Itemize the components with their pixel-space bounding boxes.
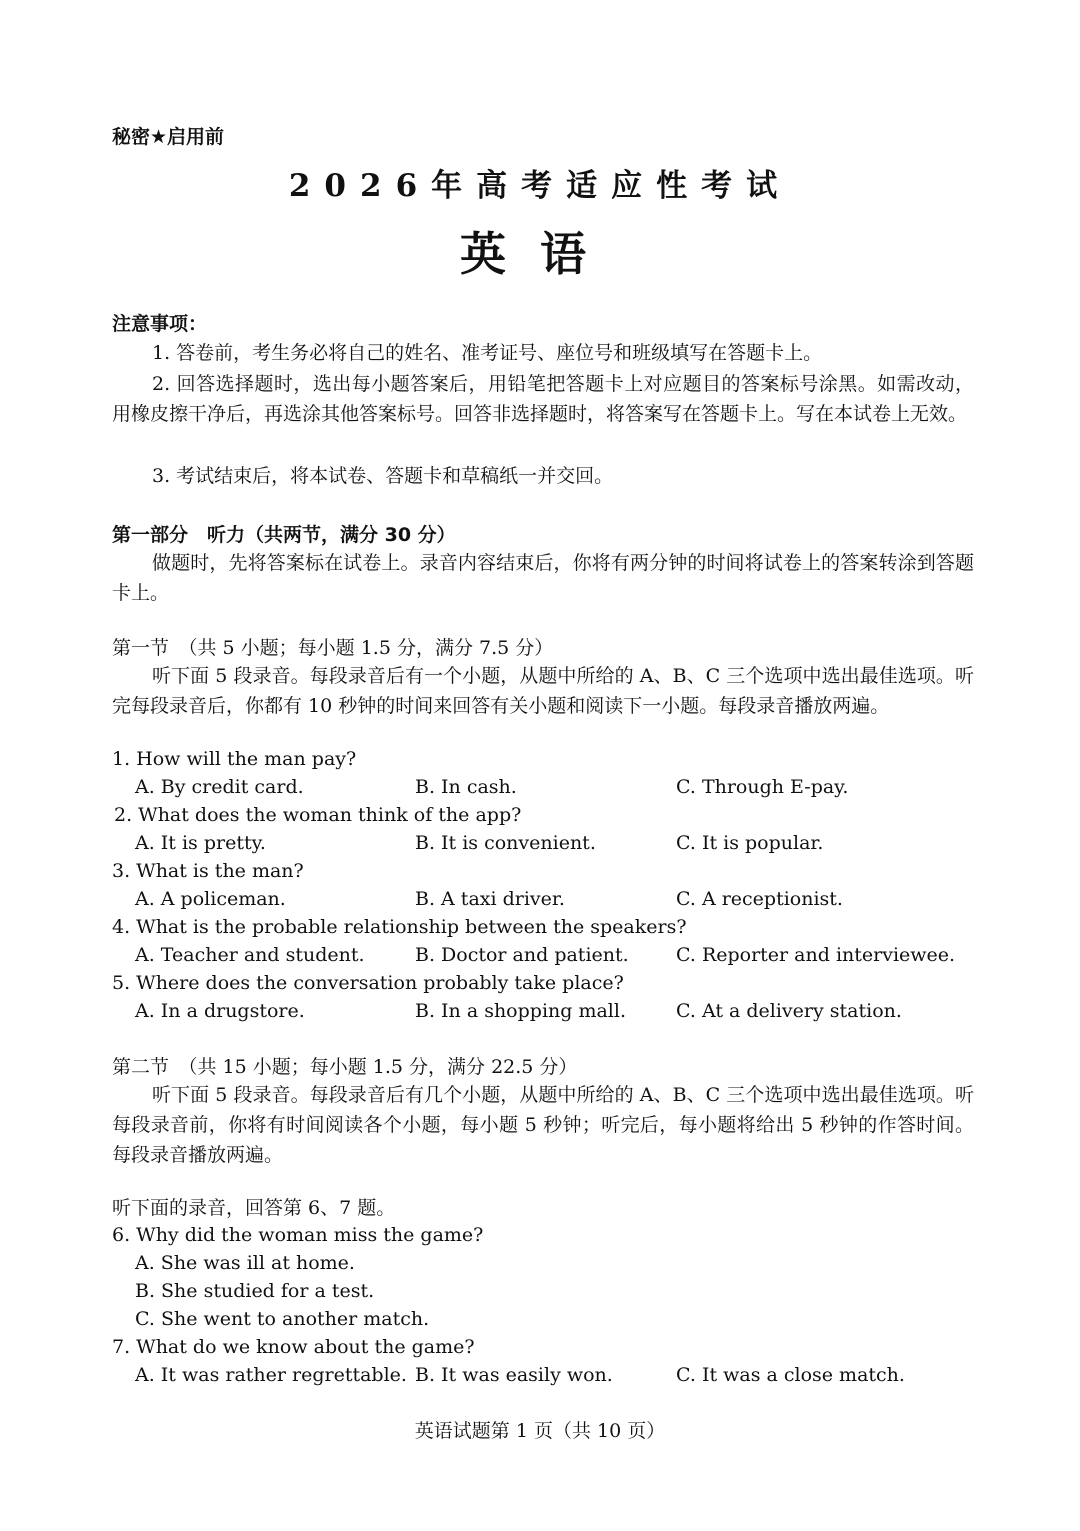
question-1: 1. How will the man pay? [112,748,357,770]
question-3: 3. What is the man? [112,860,304,882]
q6-option-c: C. She went to another match. [135,1308,430,1330]
q4-option-b: B. Doctor and patient. [415,944,629,966]
q7-option-a: A. It was rather regrettable. [135,1364,407,1386]
question-6: 6. Why did the woman miss the game? [112,1224,484,1246]
subject-title: 英语 [460,227,620,281]
question-5: 5. Where does the conversation probably take place? [112,972,624,994]
q6-option-b: B. She studied for a test. [135,1280,375,1302]
q1-option-b: B. In cash. [415,776,517,798]
q5-option-a: A. In a drugstore. [135,1000,305,1022]
notice-item-1: 1. 答卷前，考生务必将自己的姓名、准考证号、座位号和班级填写在答题卡上。 [152,342,823,364]
q5-option-c: C. At a delivery station. [676,1000,902,1022]
confidential-label: 秘密★启用前 [112,126,225,148]
q1-option-c: C. Through E-pay. [676,776,849,798]
q2-option-a: A. It is pretty. [135,832,266,854]
q6-option-a: A. She was ill at home. [135,1252,355,1274]
q2-option-b: B. It is convenient. [415,832,596,854]
notice-item-3: 3. 考试结束后，将本试卷、答题卡和草稿纸一并交回。 [152,465,614,487]
q5-option-b: B. In a shopping mall. [415,1000,626,1022]
q2-option-c: C. It is popular. [676,832,824,854]
section2-heading: 第二节 （共 15 小题；每小题 1.5 分，满分 22.5 分） [112,1056,578,1078]
q3-option-a: A. A policeman. [135,888,286,910]
section1-instruction: 听下面 5 段录音。每段录音后有一个小题，从题中所给的 A、B、C 三个选项中选出最佳选项。听完每段录音后，你都有 10 秒钟的时间来回答有关小题和阅读下一小题。每段录音播放两遍。 [112,665,974,717]
question-7: 7. What do we know about the game? [112,1336,475,1358]
section1-heading: 第一节 （共 5 小题；每小题 1.5 分，满分 7.5 分） [112,637,554,659]
exam-title: 2026年高考适应性考试 [288,168,792,204]
q1-option-a: A. By credit card. [135,776,304,798]
notice-heading: 注意事项： [112,313,208,335]
part1-heading: 第一部分 听力（共两节，满分 30 分） [112,524,456,546]
part1-instruction: 做题时，先将答案标在试卷上。录音内容结束后，你将有两分钟的时间将试卷上的答案转涂到答题卡上。 [112,552,974,604]
page-footer: 英语试题第 1 页（共 10 页） [414,1420,666,1442]
q7-option-b: B. It was easily won. [415,1364,613,1386]
q3-option-b: B. A taxi driver. [415,888,565,910]
question-2: 2. What does the woman think of the app? [114,804,522,826]
q4-option-c: C. Reporter and interviewee. [676,944,956,966]
q4-option-a: A. Teacher and student. [135,944,365,966]
q3-option-c: C. A receptionist. [676,888,843,910]
q7-option-c: C. It was a close match. [676,1364,905,1386]
notice-item-2: 2. 回答选择题时，选出每小题答案后，用铅笔把答题卡上对应题目的答案标号涂黑。如需改动，用橡皮擦干净后，再选涂其他答案标号。回答非选择题时，将答案写在答题卡上。写在本试卷上无效。 [112,373,974,425]
group-label-6-7: 听下面的录音，回答第 6、7 题。 [112,1197,396,1219]
section2-instruction: 听下面 5 段录音。每段录音后有几个小题，从题中所给的 A、B、C 三个选项中选出最佳选项。听每段录音前，你将有时间阅读各个小题，每小题 5 秒钟；听完后，每小题将给出 5 秒钟的作答时间。每段录音播放两遍。 [112,1084,974,1166]
question-4: 4. What is the probable relationship between the speakers? [112,916,687,938]
